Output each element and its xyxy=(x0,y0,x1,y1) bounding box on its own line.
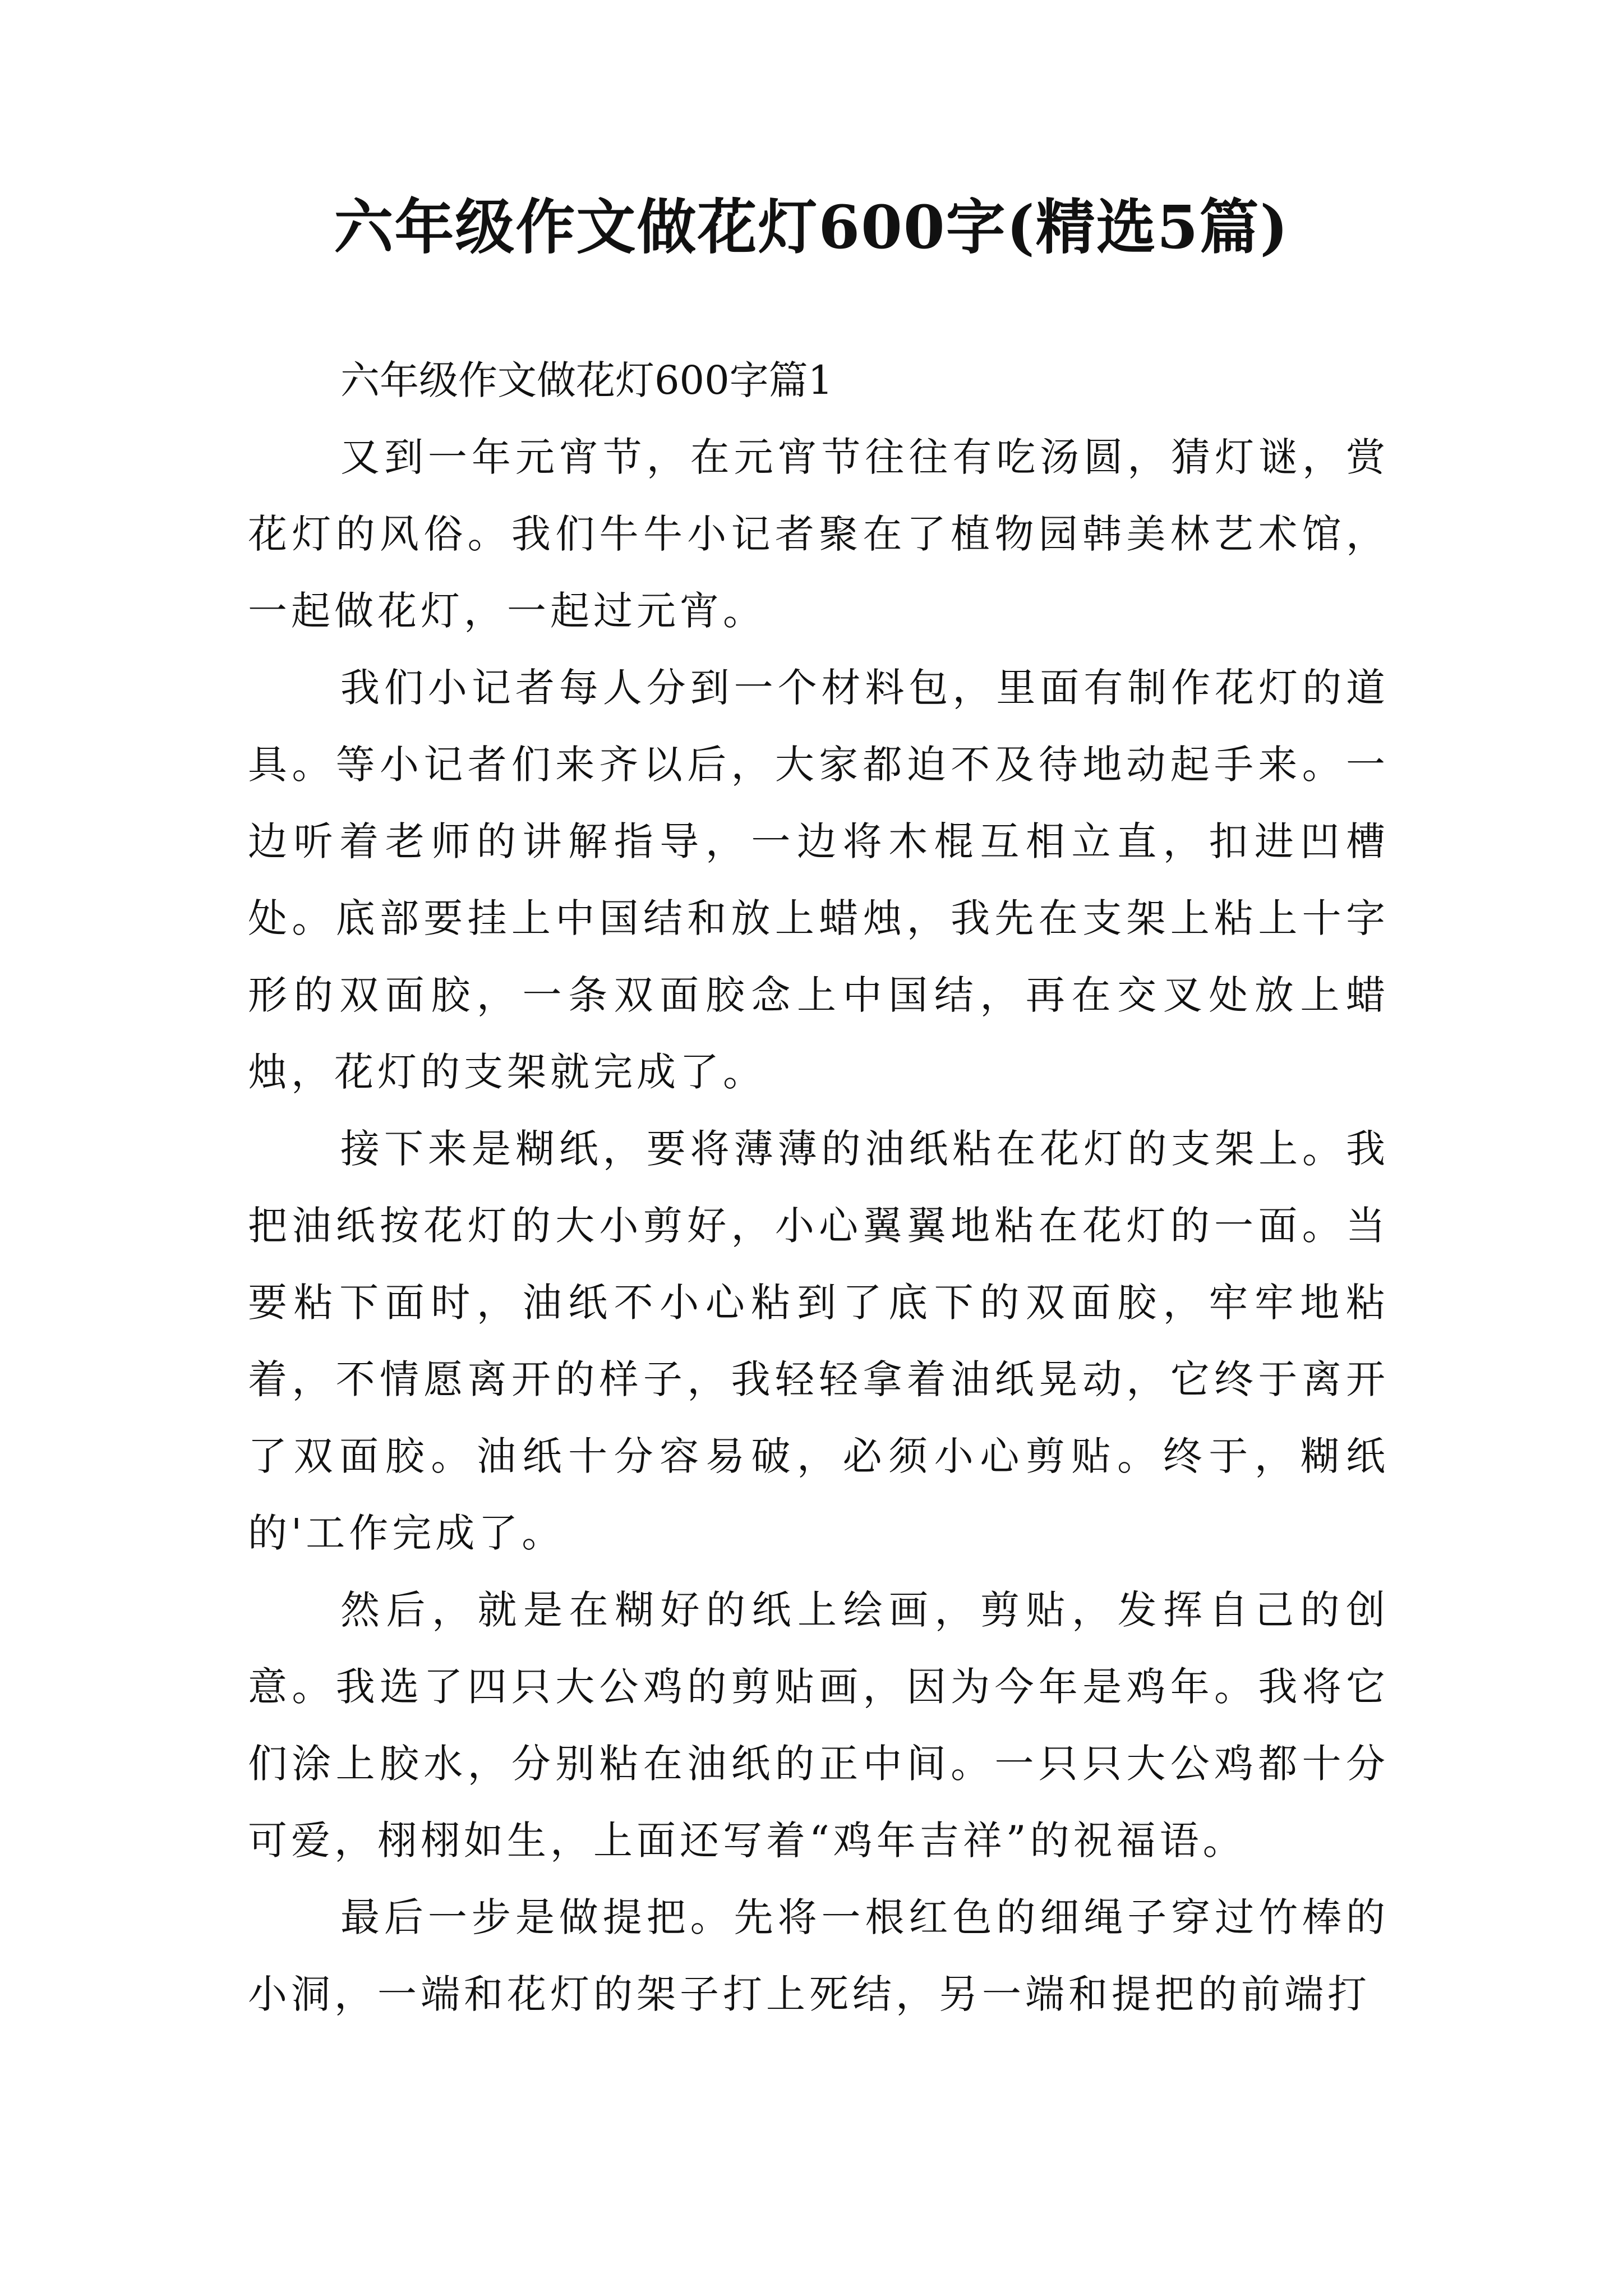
paragraph-1: 又到一年元宵节，在元宵节往往有吃汤圆，猜灯谜，赏花灯的风俗。我们牛牛小记者聚在了植物园韩美林艺术馆，一起做花灯，一起过元宵。 xyxy=(248,434,1389,634)
document-title: 六年级作文做花灯600字(精选5篇) xyxy=(334,192,1289,262)
paragraph-3: 接下来是糊纸，要将薄薄的油纸粘在花灯的支架上。我把油纸按花灯的大小剪好，小心翼翼地粘在花灯的一面。当要粘下面时，油纸不小心粘到了底下的双面胶，牢牢地粘着，不情愿离开的样子，我轻轻拿着油纸晃动，它终于离开了双面胶。油纸十分容易破，必须小心剪贴。终于，糊纸的'工作完成了。 xyxy=(248,1126,1389,1556)
section-heading: 六年级作文做花灯600字篇1 xyxy=(340,357,833,403)
paragraph-5: 最后一步是做提把。先将一根红色的细绳子穿过竹棒的小洞，一端和花灯的架子打上死结，另一端和提把的前端打 xyxy=(248,1894,1389,2017)
paragraph-4: 然后，就是在糊好的纸上绘画，剪贴，发挥自己的创意。我选了四只大公鸡的剪贴画，因为今年是鸡年。我将它们涂上胶水，分别粘在油纸的正中间。一只只大公鸡都十分可爱，栩栩如生，上面还写着“鸡年吉祥”的祝福语。 xyxy=(248,1587,1389,1864)
paragraph-2: 我们小记者每人分到一个材料包，里面有制作花灯的道具。等小记者们来齐以后，大家都迫不及待地动起手来。一边听着老师的讲解指导，一边将木棍互相立直，扣进凹槽处。底部要挂上中国结和放上蜡烛，我先在支架上粘上十字形的双面胶，一条双面胶念上中国结，再在交叉处放上蜡烛，花灯的支架就完成了。 xyxy=(248,665,1389,1095)
document-body xyxy=(248,342,1389,2033)
